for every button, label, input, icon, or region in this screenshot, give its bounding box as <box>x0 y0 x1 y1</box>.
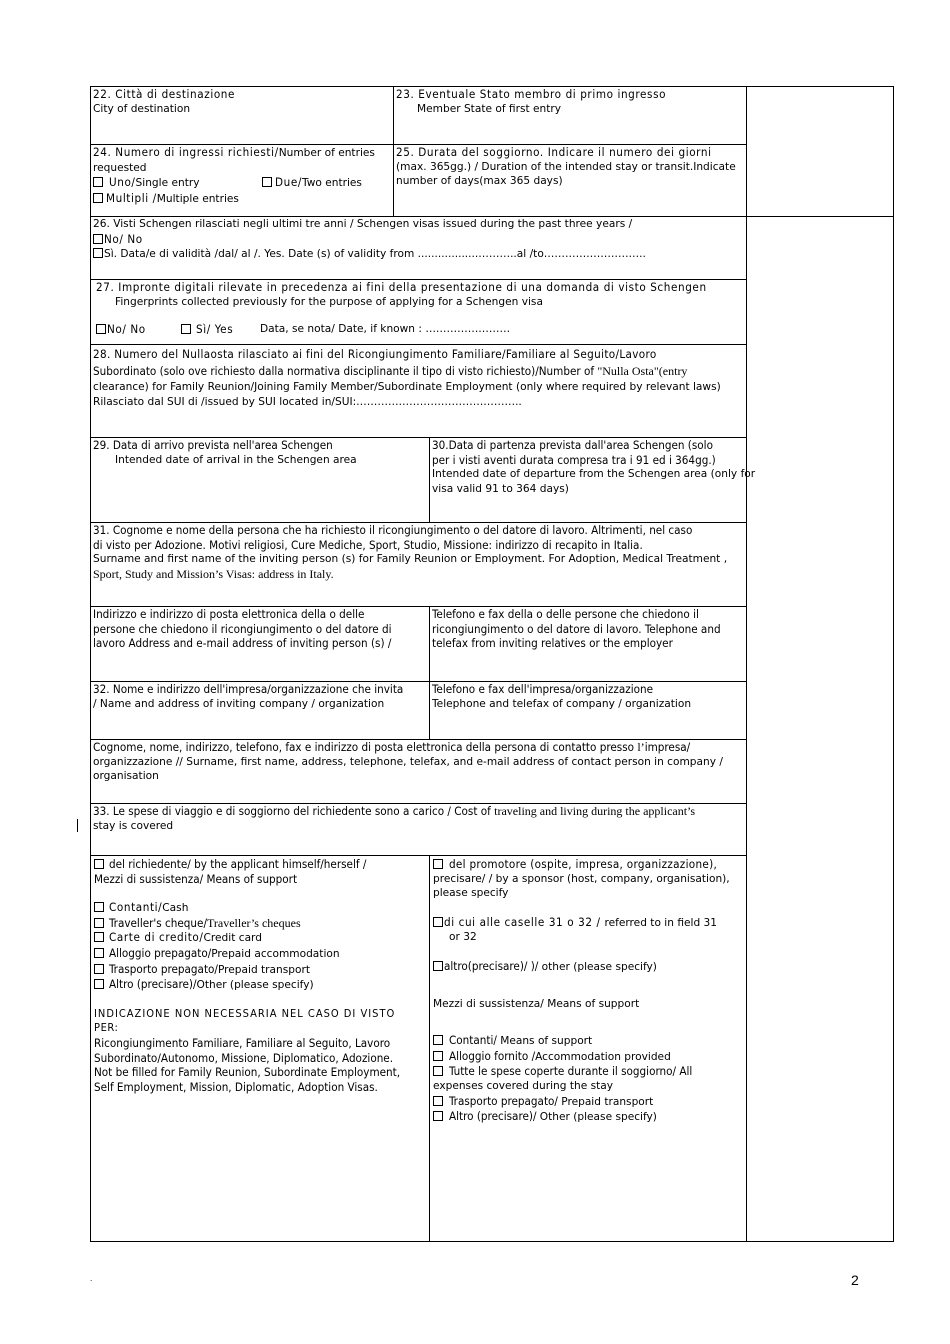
inviting-address-line1: Indirizzo e indirizzo di posta elettronica della o delle <box>93 607 365 621</box>
divider <box>429 437 430 522</box>
q22-field[interactable] <box>93 87 235 116</box>
divider <box>429 606 430 739</box>
q24-field <box>93 145 375 206</box>
checkbox-icon[interactable] <box>433 1111 443 1121</box>
q33-line1a: 33. Le spese di viaggio e di soggiorno del richiedente sono a carico / Cost of <box>93 804 495 818</box>
q27-label-it: 27. Impronte digitali rilevate in precedenza ai fini della presentazione di una domanda di visto Schengen <box>96 280 707 294</box>
sponsor-means-item[interactable]: Alloggio fornito /Accommodation provided <box>433 1049 730 1065</box>
q22-label-en: City of destination <box>93 102 191 115</box>
q32-phone-line1: Telefono e fax dell'impresa/organizzazione <box>432 682 654 696</box>
q29-label-it: 29. Data di arrivo prevista nell'area Schengen <box>93 438 333 452</box>
note-line: PER: <box>94 1021 119 1035</box>
note-line: Self Employment, Mission, Diplomatic, Adoption Visas. <box>94 1079 378 1094</box>
sponsor-means-item[interactable]: Altro (precisare)/ Other (please specify) <box>433 1109 730 1125</box>
divider <box>746 216 894 217</box>
contact-person-field[interactable] <box>93 740 723 784</box>
applicant-means-label: Mezzi di sussistenza/ Means of support <box>94 871 298 886</box>
q27-no-option[interactable]: No/ No <box>93 322 146 336</box>
sponsor-means-item[interactable]: Trasporto prepagato/ Prepaid transport <box>433 1094 730 1110</box>
q26-field <box>93 217 646 262</box>
q25-label-it: 25. Durata del soggiorno. Indicare il numero dei giorni <box>396 145 712 159</box>
applicant-means-item[interactable]: Trasporto prepagato/Prepaid transport <box>94 962 400 978</box>
applicant-support-section <box>94 857 400 1094</box>
q30-field[interactable] <box>432 438 755 496</box>
inviting-phone-field[interactable] <box>432 607 721 651</box>
sponsor-field31-32-line2: or 32 <box>449 931 477 944</box>
q26-label: 26. Visti Schengen rilasciati negli ultimi tre anni / Schengen visas issued during the past three years / <box>93 218 633 230</box>
q33-line1b: traveling and living during the applicant’s <box>494 804 696 818</box>
checkbox-icon[interactable] <box>433 859 443 869</box>
q31-line2: di visto per Adozione. Motivi religiosi, Cure Mediche, Sport, Studio, Missione: indirizzo di recapito in Italia. <box>93 537 643 552</box>
sponsor-line2: precisare/ / by a sponsor (host, company, organisation), <box>433 872 730 885</box>
sponsor-line3: please specify <box>433 887 509 900</box>
q24-single-entry-option[interactable]: Uno/Single entry <box>93 175 200 189</box>
inviting-address-line3: lavoro Address and e-mail address of inviting person (s) / <box>93 636 392 651</box>
checkbox-icon[interactable] <box>96 324 106 334</box>
q27-yes-option[interactable]: Sì/ Yes <box>181 322 233 337</box>
q30-line4: visa valid 91 to 364 days) <box>432 482 569 495</box>
q28-line2b: "Nulla Osta"(entry <box>597 363 688 378</box>
q28-line2a: Subordinato (solo ove richiesto dalla normativa disciplinante il tipo di visto richiesto)/Number of <box>93 363 598 378</box>
page-number: 2 <box>851 1272 859 1288</box>
q25-field[interactable] <box>396 145 736 189</box>
sponsor-option[interactable]: del promotore (ospite, impresa, organizzazione), <box>433 857 730 872</box>
checkbox-icon[interactable] <box>94 859 104 869</box>
q30-line2: per i visti aventi durata compresa tra i 91 ed i 364gg.) <box>432 452 716 467</box>
contact-line3: organisation <box>93 770 159 783</box>
q30-line1: 30.Data di partenza prevista dall'area Schengen (solo <box>432 438 713 452</box>
checkbox-icon[interactable] <box>94 948 104 958</box>
q33-line2: stay is covered <box>93 819 174 832</box>
note-line: INDICAZIONE NON NECESSARIA NEL CASO DI VISTO <box>94 1006 396 1020</box>
checkbox-icon[interactable] <box>94 902 104 912</box>
checkbox-icon[interactable] <box>93 234 103 244</box>
divider <box>90 344 746 345</box>
checkbox-icon[interactable] <box>93 248 103 258</box>
checkbox-icon[interactable] <box>181 324 191 334</box>
q25-line3: number of days(max 365 days) <box>396 175 563 188</box>
inviting-phone-line2: ricongiungimento o del datore di lavoro. Telephone and <box>432 621 721 636</box>
note-line: Subordinato/Autonomo, Missione, Diplomatico, Adozione. <box>94 1050 394 1065</box>
applicant-self-option[interactable]: del richiedente/ by the applicant himself/herself / <box>94 857 400 872</box>
checkbox-icon[interactable] <box>94 979 104 989</box>
sponsor-means-item[interactable]: Contanti/ Means of support <box>433 1033 730 1049</box>
checkbox-icon[interactable] <box>433 1051 443 1061</box>
note-line: Ricongiungimento Familiare, Familiare al Seguito, Lavoro <box>94 1035 391 1050</box>
checkbox-icon[interactable] <box>433 961 443 971</box>
q25-line2: (max. 365gg.) / Duration of the intended stay or transit.Indicate <box>396 160 736 173</box>
contact-line1b: l’ <box>637 740 645 754</box>
applicant-means-item[interactable]: Alloggio prepagato/Prepaid accommodation <box>94 946 400 962</box>
inviting-address-line2: persone che chiedono il ricongiungimento o del datore di <box>93 621 392 636</box>
inviting-phone-line1: Telefono e fax della o delle persone che chiedono il <box>432 607 699 621</box>
contact-line1c: impresa/ <box>644 740 691 754</box>
checkbox-icon[interactable] <box>93 177 103 187</box>
checkbox-icon[interactable] <box>433 917 443 927</box>
checkbox-icon[interactable] <box>94 964 104 974</box>
q23-label-en: Member State of first entry <box>417 102 562 115</box>
checkbox-icon[interactable] <box>262 177 272 187</box>
q28-line3: clearance) for Family Reunion/Joining Family Member/Subordinate Employment (only where required by relevant laws) <box>93 381 721 394</box>
q32-line2: / Name and address of inviting company / organization <box>93 697 385 710</box>
inviting-phone-line3: telefax from inviting relatives or the employer <box>432 636 673 651</box>
q27-label-en: Fingerprints collected previously for the purpose of applying for a Schengen visa <box>115 295 543 308</box>
divider <box>90 855 746 856</box>
checkbox-icon[interactable] <box>93 193 103 203</box>
divider <box>429 855 430 1242</box>
checkbox-icon[interactable] <box>433 1066 443 1076</box>
divider <box>393 86 394 216</box>
q26-yes-option[interactable]: Sì. Data/e di validità /dal/ al /. Yes. Date (s) of validity from ..................………..al /to……………………….. <box>93 246 646 262</box>
q31-line3: Surname and first name of the inviting person (s) for Family Reunion or Employment. For Adoption, Medical Treatment , <box>93 553 728 566</box>
q23-label-it: 23. Eventuale Stato membro di primo ingresso <box>396 87 667 101</box>
q24-two-entries-option[interactable]: Due/Two entries <box>262 175 362 191</box>
q32-line1: 32. Nome e indirizzo dell'impresa/organizzazione che invita <box>93 682 404 696</box>
applicant-means-item[interactable]: Altro (precisare)/Other (please specify) <box>94 977 400 993</box>
checkbox-icon[interactable] <box>94 918 104 928</box>
footer-dot: . <box>90 1274 93 1283</box>
q27-date-field[interactable]: Data, se nota/ Date, if known : …………………… <box>260 323 511 336</box>
contact-line1a: Cognome, nome, indirizzo, telefono, fax e indirizzo di posta elettronica della persona di contatto presso <box>93 740 638 754</box>
sponsor-support-section <box>433 857 730 1125</box>
q28-field[interactable] <box>93 346 721 408</box>
q31-field[interactable] <box>93 523 727 581</box>
q29-field[interactable] <box>93 438 357 467</box>
q24-label-en: Number of entries <box>278 147 375 159</box>
checkbox-icon[interactable] <box>433 1035 443 1045</box>
q23-field[interactable] <box>396 87 666 116</box>
sponsor-other-option[interactable]: altro(precisare)/ )/ other (please specify) <box>433 959 730 975</box>
sponsor-field31-32-option[interactable]: di cui alle caselle 31 o 32 / referred to in field 31 <box>433 915 730 931</box>
q32-field[interactable] <box>93 682 403 711</box>
q24-label-it: 24. Numero di ingressi richiesti/ <box>93 145 279 159</box>
q32-phone-line2: Telephone and telefax of company / organization <box>432 697 692 710</box>
text-cursor <box>77 819 78 832</box>
sponsor-means-label: Mezzi di sussistenza/ Means of support <box>433 997 640 1010</box>
right-margin-column-line <box>746 86 747 1242</box>
q31-line4: Sport, Study and Mission’s Visas: address in Italy. <box>93 566 334 581</box>
sponsor-means-item[interactable]: Tutte le spese coperte durante il soggiorno/ All <box>433 1064 730 1079</box>
q24-multiple-entries-option[interactable]: Multipli /Multiple entries <box>93 191 375 207</box>
q29-label-en: Intended date of arrival in the Schengen area <box>115 453 357 466</box>
q28-line1: 28. Numero del Nullaosta rilasciato ai fini del Ricongiungimento Familiare/Familiare al Seguito/Lavoro <box>93 347 657 361</box>
q28-line4: Rilasciato dal SUI di /issued by SUI located in/SUI:……………………………………….. <box>93 395 522 408</box>
q31-line1: 31. Cognome e nome della persona che ha richiesto il ricongiungimento o del datore di lavoro. Altrimenti, nel caso <box>93 523 693 537</box>
q33-field <box>93 804 695 833</box>
applicant-means-item[interactable]: Contanti/Cash <box>94 900 400 916</box>
q32-phone-field[interactable] <box>432 682 691 711</box>
checkbox-icon[interactable] <box>94 932 104 942</box>
sponsor-means-item-line2: expenses covered during the stay <box>433 1079 614 1092</box>
q24-label-en2: requested <box>93 161 147 174</box>
applicant-means-item[interactable]: Traveller's cheque/Traveller’s cheques <box>94 916 400 931</box>
note-line: Not be filled for Family Reunion, Subordinate Employment, <box>94 1065 401 1080</box>
q26-no-option[interactable]: No/ No <box>93 232 646 247</box>
q22-label-it: 22. Città di destinazione <box>93 87 236 101</box>
q30-line3: Intended date of departure from the Schengen area (only for <box>432 468 756 481</box>
checkbox-icon[interactable] <box>433 1096 443 1106</box>
inviting-address-field[interactable] <box>93 607 392 651</box>
contact-line2: organizzazione // Surname, first name, address, telephone, telefax, and e-mail address of contact person in company / <box>93 755 723 768</box>
q27-field <box>93 280 707 337</box>
applicant-means-item[interactable]: Carte di credito/Credit card <box>94 930 400 946</box>
